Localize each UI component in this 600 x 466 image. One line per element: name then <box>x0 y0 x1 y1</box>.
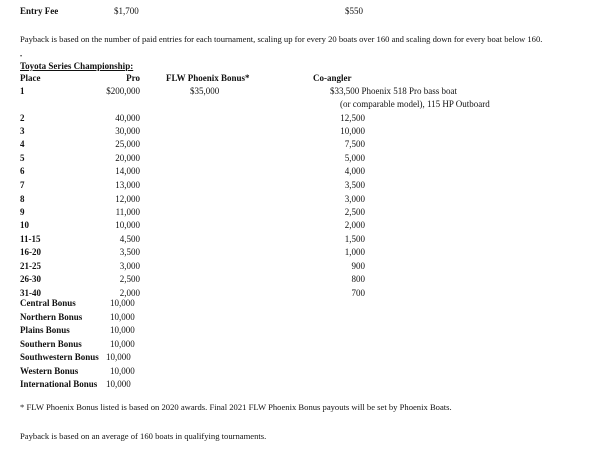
coangler-cell: 4,000 <box>344 166 365 176</box>
coangler-cell: 800 <box>351 274 365 284</box>
coangler-cell: 12,500 <box>340 113 365 123</box>
header-place: Place <box>20 73 41 83</box>
pro-cell: 25,000 <box>115 139 140 149</box>
place-cell: 10 <box>20 220 29 230</box>
bonus-label: Southwestern Bonus <box>20 352 99 362</box>
bonus-value: 10,000 <box>106 352 131 362</box>
bonus-row <box>0 366 600 378</box>
bonus-row <box>0 339 600 351</box>
pro-cell: 13,000 <box>115 180 140 190</box>
table-row <box>0 274 600 286</box>
bonus-row <box>0 379 600 391</box>
table-row <box>0 113 600 125</box>
place-cell: 2 <box>20 113 25 123</box>
place-cell: 5 <box>20 153 25 163</box>
bullet-dot: • <box>20 54 23 60</box>
header-flw: FLW Phoenix Bonus* <box>166 73 250 83</box>
bonus-value: 10,000 <box>110 312 135 322</box>
table-row <box>0 153 600 165</box>
pro-cell: 10,000 <box>115 220 140 230</box>
table-row <box>0 207 600 219</box>
payback-average: Payback is based on an average of 160 boats in qualifying tournaments. <box>20 431 267 441</box>
header-pro: Pro <box>126 73 140 83</box>
entry-fee-label: Entry Fee <box>20 6 59 16</box>
pro-cell: 3,000 <box>119 261 140 271</box>
coangler-1-line2: (or comparable model), 115 HP Outboard <box>340 99 490 109</box>
table-row <box>0 139 600 151</box>
table-row <box>0 194 600 206</box>
coangler-cell: 5,000 <box>344 153 365 163</box>
coangler-cell: 3,000 <box>344 194 365 204</box>
table-row <box>0 247 600 259</box>
bonus-value: 10,000 <box>110 325 135 335</box>
bonus-label: Western Bonus <box>20 366 79 376</box>
pro-cell: 20,000 <box>115 153 140 163</box>
pro-cell: 4,500 <box>119 234 140 244</box>
bonus-value: 10,000 <box>110 339 135 349</box>
flw-1: $35,000 <box>190 86 220 96</box>
place-cell: 11-15 <box>20 234 41 244</box>
bonus-label: Central Bonus <box>20 298 76 308</box>
table-row <box>0 234 600 246</box>
place-cell: 6 <box>20 166 25 176</box>
section-title: Toyota Series Championship: <box>20 61 134 71</box>
pro-cell: 11,000 <box>115 207 140 217</box>
pro-cell: 14,000 <box>115 166 140 176</box>
bonus-value: 10,000 <box>110 298 135 308</box>
coangler-1-line1: $33,500 Phoenix 518 Pro bass boat <box>330 86 457 96</box>
place-cell: 4 <box>20 139 25 149</box>
table-row <box>0 220 600 232</box>
place-cell: 9 <box>20 207 25 217</box>
payback-note: Payback is based on the number of paid entries for each tournament, scaling up for every 20 boats over 160 and scaling down for every boat below 160. <box>20 34 543 44</box>
place-cell: 31-40 <box>20 288 41 298</box>
bonus-label: Plains Bonus <box>20 325 70 335</box>
coangler-cell: 1,500 <box>344 234 365 244</box>
bonus-row <box>0 312 600 324</box>
pro-cell: 3,500 <box>119 247 140 257</box>
place-cell: 7 <box>20 180 25 190</box>
bonus-value: 10,000 <box>106 379 131 389</box>
coangler-cell: 10,000 <box>340 126 365 136</box>
bonus-label: International Bonus <box>20 379 98 389</box>
table-row <box>0 166 600 178</box>
coangler-cell: 7,500 <box>344 139 365 149</box>
pro-1: $200,000 <box>106 86 140 96</box>
coangler-cell: 3,500 <box>344 180 365 190</box>
table-row <box>0 261 600 273</box>
coangler-cell: 1,000 <box>344 247 365 257</box>
header-coangler: Co-angler <box>313 73 352 83</box>
footnote: * FLW Phoenix Bonus listed is based on 2020 awards. Final 2021 FLW Phoenix Bonus payouts will be set by Phoenix Boats. <box>20 402 452 412</box>
place-cell: 21-25 <box>20 261 41 271</box>
pro-cell: 2,000 <box>119 288 140 298</box>
entry-fee-coangler: $550 <box>345 6 363 16</box>
bonus-label: Northern Bonus <box>20 312 83 322</box>
coangler-cell: 2,500 <box>344 207 365 217</box>
place-cell: 16-20 <box>20 247 41 257</box>
entry-fee-pro: $1,700 <box>114 6 139 16</box>
pro-cell: 2,500 <box>119 274 140 284</box>
bonus-row <box>0 298 600 310</box>
place-cell: 26-30 <box>20 274 41 284</box>
place-1: 1 <box>20 86 25 96</box>
bonus-row <box>0 352 600 364</box>
coangler-cell: 900 <box>351 261 365 271</box>
coangler-cell: 2,000 <box>344 220 365 230</box>
place-cell: 8 <box>20 194 25 204</box>
bonus-value: 10,000 <box>110 366 135 376</box>
bonus-label: Southern Bonus <box>20 339 82 349</box>
coangler-cell: 700 <box>351 288 365 298</box>
table-row <box>0 180 600 192</box>
pro-cell: 40,000 <box>115 113 140 123</box>
table-row <box>0 126 600 138</box>
pro-cell: 30,000 <box>115 126 140 136</box>
bonus-row <box>0 325 600 337</box>
place-cell: 3 <box>20 126 25 136</box>
pro-cell: 12,000 <box>115 194 140 204</box>
